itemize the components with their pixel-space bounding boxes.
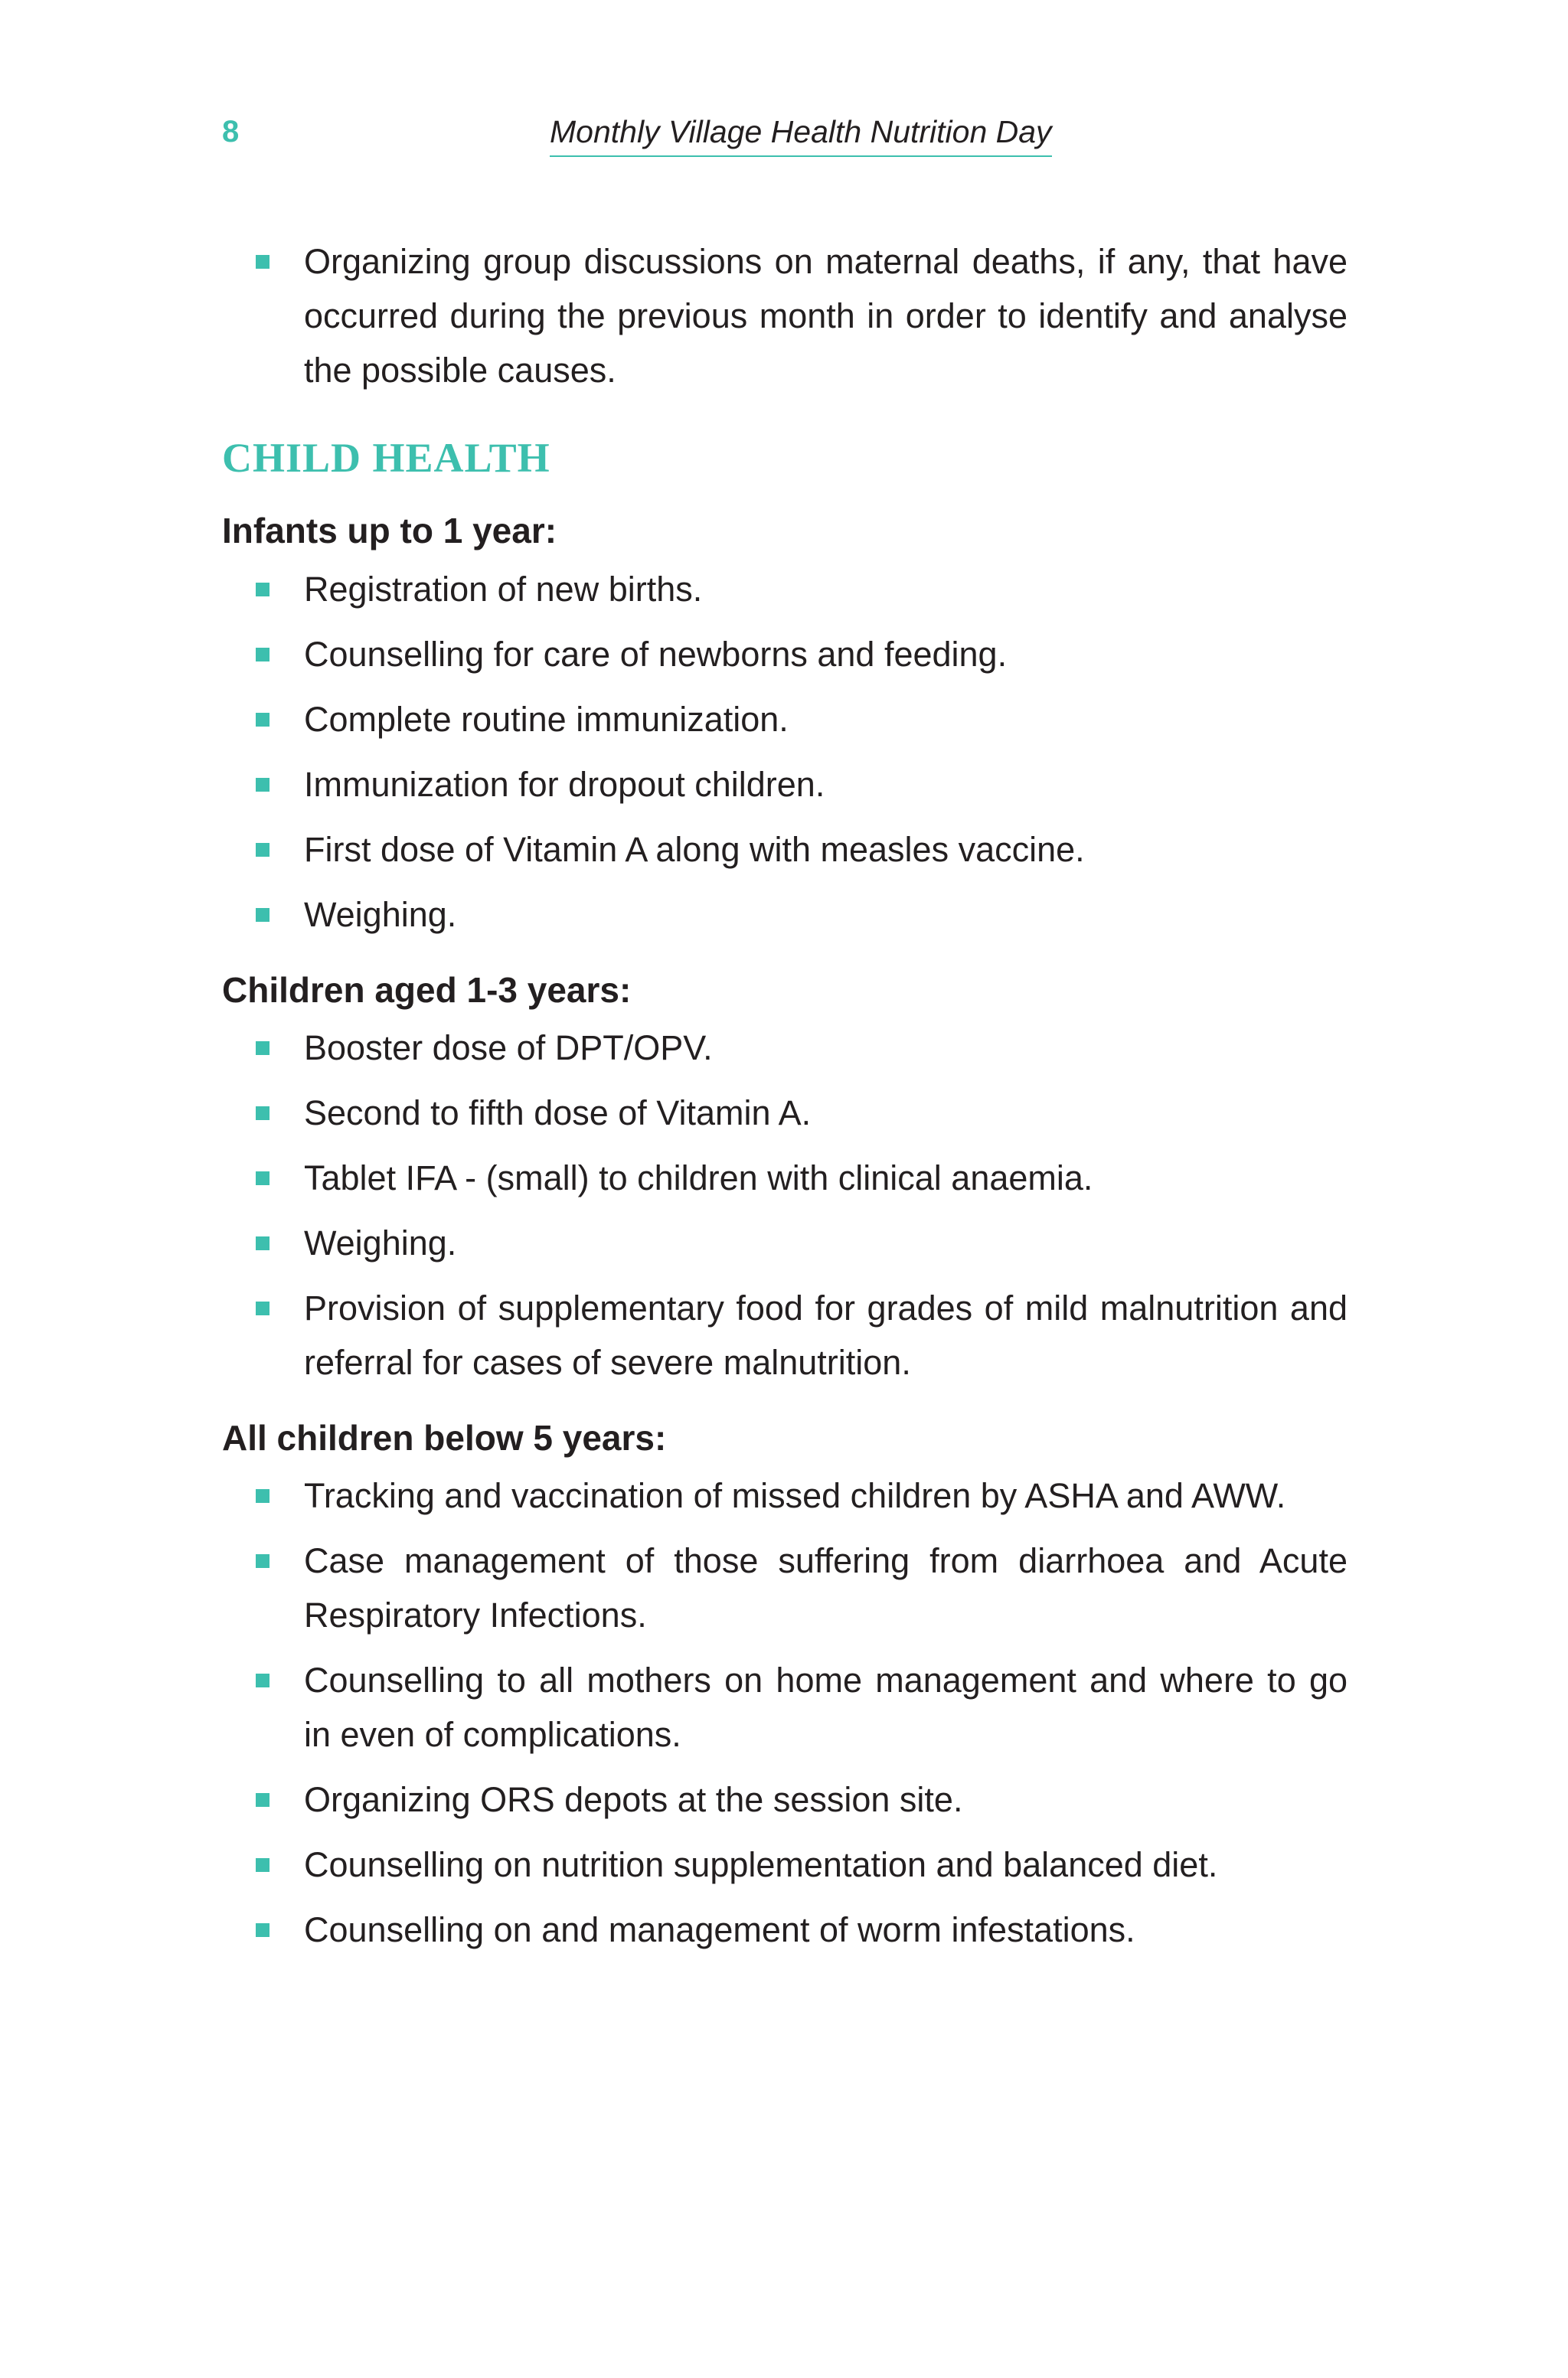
square-bullet-icon bbox=[256, 648, 270, 661]
bullet-list-item bbox=[222, 1086, 1348, 1140]
age-group-bullet-list bbox=[222, 1468, 1348, 1957]
bullet-text: Weighing. bbox=[304, 894, 457, 934]
bullet-text: Booster dose of DPT/OPV. bbox=[304, 1027, 713, 1067]
bullet-text: First dose of Vitamin A along with measles vaccine. bbox=[304, 829, 1085, 869]
bullet-list-item bbox=[222, 1653, 1348, 1762]
bullet-text: Organizing ORS depots at the session site. bbox=[304, 1779, 963, 1819]
age-group-heading: Infants up to 1 year: bbox=[222, 511, 557, 551]
bullet-list-item bbox=[222, 1837, 1348, 1892]
age-group-bullet-list bbox=[222, 1021, 1348, 1390]
running-header-title: Monthly Village Health Nutrition Day bbox=[550, 116, 1052, 157]
page-content bbox=[222, 234, 1348, 1984]
intro-bullet-list bbox=[222, 234, 1348, 397]
square-bullet-icon bbox=[256, 255, 270, 269]
bullet-text: Case management of those suffering from diarrhoea and Acute Respiratory Infections. bbox=[304, 1540, 1348, 1635]
age-group-heading: All children below 5 years: bbox=[222, 1417, 667, 1458]
bullet-text: Counselling on nutrition supplementation and balanced diet. bbox=[304, 1844, 1218, 1884]
bullet-list-item bbox=[222, 1021, 1348, 1075]
square-bullet-icon bbox=[256, 908, 270, 922]
bullet-list-item bbox=[222, 562, 1348, 616]
square-bullet-icon bbox=[256, 713, 270, 727]
bullet-text: Complete routine immunization. bbox=[304, 699, 789, 739]
bullet-list-item bbox=[222, 692, 1348, 746]
bullet-text: Counselling on and management of worm infestations. bbox=[304, 1909, 1135, 1949]
bullet-list-item bbox=[222, 1468, 1348, 1523]
square-bullet-icon bbox=[256, 778, 270, 792]
square-bullet-icon bbox=[256, 1674, 270, 1687]
square-bullet-icon bbox=[256, 1041, 270, 1055]
bullet-list-item bbox=[222, 1216, 1348, 1270]
square-bullet-icon bbox=[256, 583, 270, 596]
bullet-list-item bbox=[222, 757, 1348, 812]
bullet-text: Tracking and vaccination of missed children by ASHA and AWW. bbox=[304, 1475, 1286, 1515]
bullet-text: Organizing group discussions on maternal deaths, if any, that have occurred during the previous month in order to identify and analyse the possible causes. bbox=[304, 242, 1348, 390]
bullet-list-item bbox=[222, 1772, 1348, 1827]
bullet-text: Counselling to all mothers on home management and where to go in even of complications. bbox=[304, 1660, 1348, 1754]
age-group-bullet-list bbox=[222, 562, 1348, 942]
square-bullet-icon bbox=[256, 843, 270, 857]
bullet-list-item bbox=[222, 1903, 1348, 1957]
bullet-list-item bbox=[222, 887, 1348, 942]
square-bullet-icon bbox=[256, 1302, 270, 1315]
square-bullet-icon bbox=[256, 1923, 270, 1937]
age-group-section bbox=[222, 510, 1348, 941]
square-bullet-icon bbox=[256, 1171, 270, 1185]
section-heading: CHILD HEALTH bbox=[222, 435, 550, 481]
square-bullet-icon bbox=[256, 1858, 270, 1872]
bullet-text: Provision of supplementary food for grades of mild malnutrition and referral for cases of severe malnutrition. bbox=[304, 1288, 1348, 1382]
square-bullet-icon bbox=[256, 1106, 270, 1120]
bullet-text: Second to fifth dose of Vitamin A. bbox=[304, 1093, 812, 1132]
bullet-list-item bbox=[222, 234, 1348, 397]
square-bullet-icon bbox=[256, 1554, 270, 1568]
bullet-text: Tablet IFA - (small) to children with clinical anaemia. bbox=[304, 1158, 1093, 1197]
bullet-text: Weighing. bbox=[304, 1223, 457, 1262]
age-group-section bbox=[222, 1417, 1348, 1957]
bullet-list-item bbox=[222, 1534, 1348, 1642]
page-number: 8 bbox=[222, 115, 240, 149]
bullet-list-item bbox=[222, 1151, 1348, 1205]
age-group-section bbox=[222, 969, 1348, 1390]
square-bullet-icon bbox=[256, 1236, 270, 1250]
square-bullet-icon bbox=[256, 1793, 270, 1807]
bullet-list-item bbox=[222, 627, 1348, 681]
section-groups bbox=[222, 510, 1348, 1957]
bullet-list-item bbox=[222, 1281, 1348, 1390]
bullet-text: Registration of new births. bbox=[304, 569, 703, 609]
bullet-text: Counselling for care of newborns and feeding. bbox=[304, 634, 1008, 674]
square-bullet-icon bbox=[256, 1489, 270, 1503]
bullet-text: Immunization for dropout children. bbox=[304, 764, 825, 804]
bullet-list-item bbox=[222, 822, 1348, 877]
age-group-heading: Children aged 1-3 years: bbox=[222, 969, 632, 1010]
